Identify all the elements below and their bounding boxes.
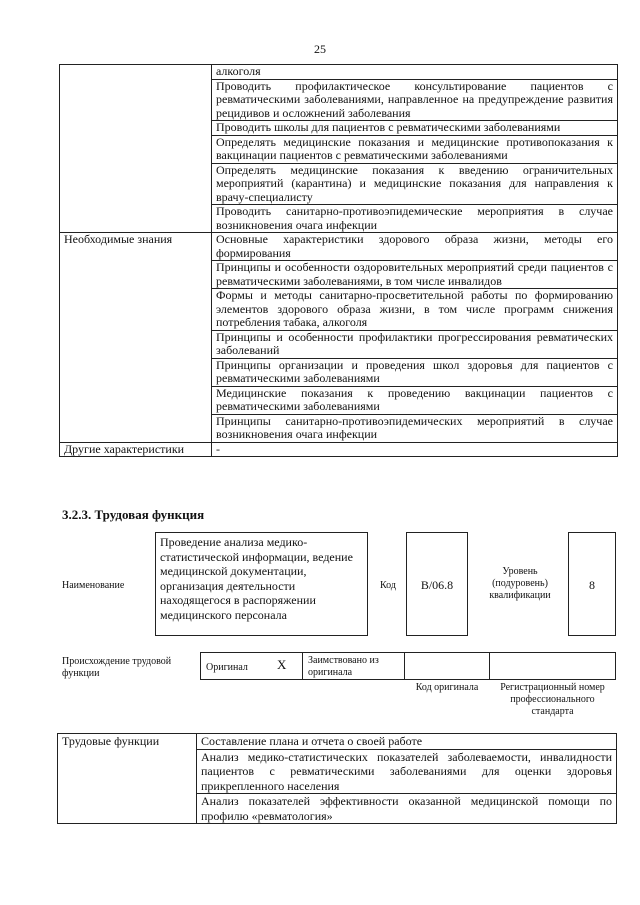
original-mark: X — [277, 657, 287, 672]
table-row — [60, 442, 618, 457]
table-row — [60, 163, 618, 205]
row-label — [60, 261, 212, 289]
knowledge-item: Принципы и особенности профилактики прогрессирования ревматических заболеваний — [212, 330, 618, 358]
table-row — [58, 734, 617, 750]
original-code-cell — [404, 652, 490, 680]
code-box: В/06.8 — [406, 532, 468, 636]
table-row — [58, 794, 617, 824]
row-label — [60, 414, 212, 442]
row-text: алкоголя — [212, 65, 618, 80]
original-cell — [200, 652, 303, 680]
knowledge-item: Медицинские показания к проведению вакцинации пациентов с ревматическими заболеваниями — [212, 386, 618, 414]
knowledge-item: Принципы и особенности оздоровительных мероприятий среди пациентов с ревматическими заболеваниями, в том числе инвалидов — [212, 261, 618, 289]
row-label — [60, 65, 212, 80]
table-row — [60, 135, 618, 163]
table-row — [60, 79, 618, 121]
row-label — [58, 794, 197, 824]
table-row — [60, 289, 618, 331]
row-text: Определять медицинские показания и медицинские противопоказания к вакцинации пациентов с ревматическими заболеваниями — [212, 135, 618, 163]
row-label — [60, 163, 212, 205]
level-box: 8 — [568, 532, 616, 636]
row-text: Определять медицинские показания к введению ограничительных мероприятий (карантина) и медицинские показания для направления к врачу-специалисту — [212, 163, 618, 205]
knowledge-item: Принципы организации и проведения школ здоровья для пациентов с ревматическими заболеваниями — [212, 358, 618, 386]
origin-label: Происхождение трудовой функции — [62, 656, 172, 679]
row-label — [60, 121, 212, 136]
original-label: Оригинал — [206, 662, 248, 673]
table-row — [60, 330, 618, 358]
table-row — [60, 261, 618, 289]
other-label: Другие характеристики — [60, 442, 212, 457]
table-row — [60, 386, 618, 414]
table-row — [60, 233, 618, 261]
row-text: Проводить санитарно-противоэпидемические мероприятия в случае возникновения очага инфекции — [212, 205, 618, 233]
labour-functions-label: Трудовые функции — [58, 734, 197, 750]
labour-function-item: Анализ медико-статистических показателей заболеваемости, инвалидности пациентов с ревматическими заболеваниями для оценки здоровья прикрепленного населения — [197, 749, 617, 794]
row-label — [60, 79, 212, 121]
row-label — [60, 330, 212, 358]
table-row — [60, 414, 618, 442]
row-label — [58, 749, 197, 794]
reg-number-cell — [489, 652, 616, 680]
code-label: Код — [380, 580, 396, 591]
name-label: Наименование — [62, 580, 125, 591]
row-label — [60, 358, 212, 386]
skills-knowledge-table — [59, 64, 618, 457]
table-row — [58, 749, 617, 794]
row-label — [60, 386, 212, 414]
borrowed-label: Заимствовано из оригинала — [308, 655, 379, 678]
borrowed-cell — [302, 652, 405, 680]
row-label — [60, 135, 212, 163]
row-label — [60, 205, 212, 233]
labour-function-item: Анализ показателей эффективности оказанной медицинской помощи по профилю «ревматология» — [197, 794, 617, 824]
page-number: 25 — [314, 42, 326, 56]
labour-functions-table — [57, 733, 617, 824]
original-code-caption: Код оригинала — [415, 682, 479, 693]
labour-function-item: Составление плана и отчета о своей работе — [197, 734, 617, 750]
knowledge-item: Основные характеристики здорового образа жизни, методы его формирования — [212, 233, 618, 261]
knowledge-item: Формы и методы санитарно-просветительной работы по формированию элементов здорового образа жизни, в том числе программ снижения потребления табака, алкоголя — [212, 289, 618, 331]
row-label — [60, 289, 212, 331]
knowledge-item: Принципы санитарно-противоэпидемических мероприятий в случае возникновения очага инфекции — [212, 414, 618, 442]
table-row — [60, 358, 618, 386]
table-row — [60, 65, 618, 80]
reg-number-caption: Регистрационный номер профессионального стандарта — [500, 682, 605, 717]
table-row — [60, 121, 618, 136]
knowledge-label: Необходимые знания — [60, 233, 212, 261]
function-name-box: Проведение анализа медико-статистической информации, ведение медицинской документации, организация деятельности находящегося в распоряжении медицинского персонала — [155, 532, 368, 636]
section-title: 3.2.3. Трудовая функция — [62, 507, 205, 522]
row-text: Проводить профилактическое консультирование пациентов с ревматическими заболеваниями, направленное на предупреждение развития рецидивов и осложнений заболевания — [212, 79, 618, 121]
row-text: Проводить школы для пациентов с ревматическими заболеваниями — [212, 121, 618, 136]
other-value: - — [212, 442, 618, 457]
table-row — [60, 205, 618, 233]
level-label: Уровень (подуровень) квалификации — [489, 566, 551, 601]
